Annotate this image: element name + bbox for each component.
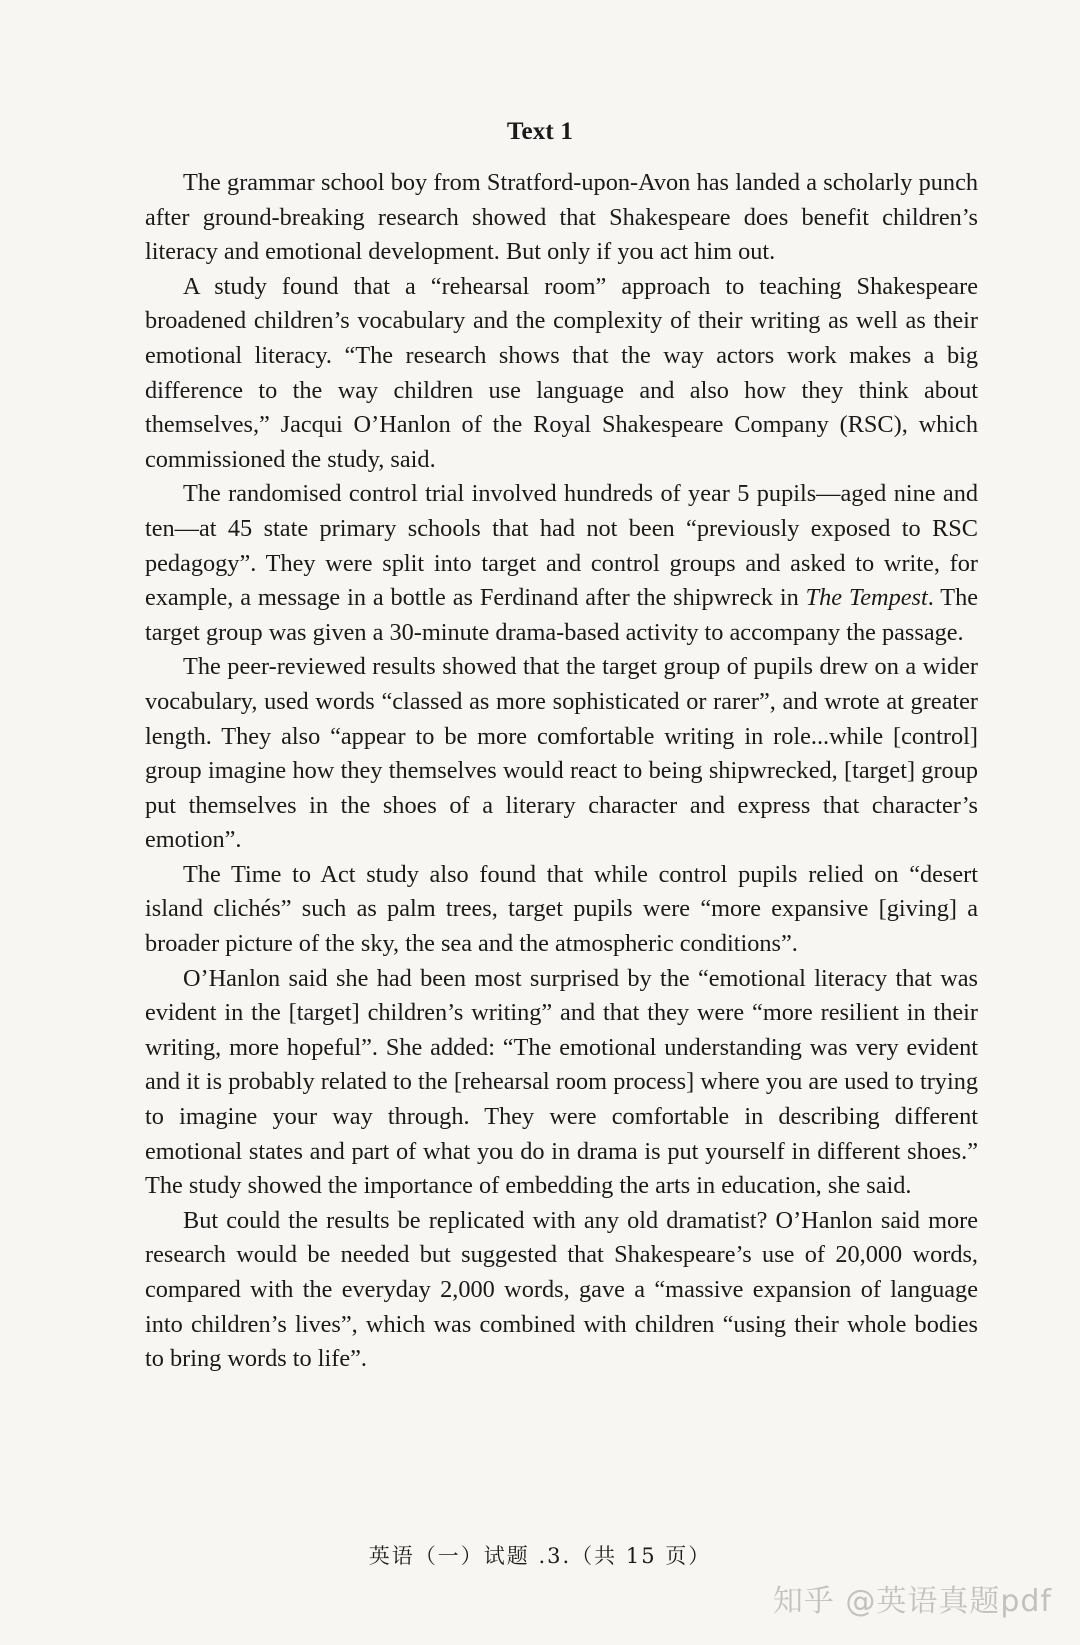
paragraph-3-text-start: The randomised control trial involved hundreds of year 5 pupils—aged nine and ten—at 45 state primary schools that had not been “previously exposed to RSC pedagogy”. They were split into target and control groups and asked to write, for example, a message in a bottle as Ferdinand after the shipwreck in bbox=[145, 480, 978, 612]
paragraph-1 bbox=[145, 166, 978, 270]
paragraph-5 bbox=[145, 858, 978, 962]
paragraph-6 bbox=[145, 962, 978, 1204]
paragraph-3 bbox=[145, 477, 978, 650]
passage-body bbox=[145, 166, 978, 1377]
watermark: 知乎 @英语真题pdf bbox=[772, 1584, 1052, 1619]
paragraph-3-text-end: . The target group was given a 30-minute drama-based activity to accompany the passage. bbox=[145, 584, 978, 646]
paragraph-7 bbox=[145, 1204, 978, 1377]
paragraph-5-text: The Time to Act study also found that while control pupils relied on “desert island clichés” such as palm trees, target pupils were “more expansive [giving] a broader picture of the sky, the sea and the atmospheric conditions”. bbox=[145, 860, 978, 958]
paragraph-6-text: O’Hanlon said she had been most surprised by the “emotional literacy that was evident in the [target] children’s writing” and that they were “more resilient in their writing, more hopeful”. She added: “The emotional understanding was very evident and it is probably related to the [rehearsal room process] where you are used to trying to imagine your way through. They were comfortable in describing different emotional states and part of what you do in drama is put yourself in different shoes.” The study showed the importance of embedding the arts in education, she said. bbox=[145, 964, 978, 1200]
paragraph-4-text: The peer-reviewed results showed that the target group of pupils drew on a wider vocabulary, used words “classed as more sophisticated or rarer”, and wrote at greater length. They also “appear to be more comfortable writing in role...while [control] group imagine how they themselves would react to being shipwrecked, [target] group put themselves in the shoes of a literary character and express that character’s emotion”. bbox=[145, 653, 978, 854]
play-title-italic: The Tempest bbox=[805, 584, 928, 612]
paragraph-1-text: The grammar school boy from Stratford-upon-Avon has landed a scholarly punch after ground-breaking research showed that Shakespeare does benefit children’s literacy and emotional development. But only if you act him out. bbox=[145, 169, 978, 266]
paragraph-2 bbox=[145, 270, 978, 478]
paragraph-4 bbox=[145, 650, 978, 858]
paragraph-7-text: But could the results be replicated with any old dramatist? O’Hanlon said more research would be needed but suggested that Shakespeare’s use of 20,000 words, compared with the everyday 2,000 words, gave a “massive expansion of language into children’s lives”, which was combined with children “using their whole bodies to bring words to life”. bbox=[145, 1206, 978, 1373]
page-footer: 英语（一）试题 .3.（共 15 页） bbox=[368, 1544, 712, 1568]
paragraph-2-text: A study found that a “rehearsal room” approach to teaching Shakespeare broadened children’s vocabulary and the complexity of their writing as well as their emotional literacy. “The research shows that the way actors work makes a big difference to the way children use language and also how they think about themselves,” Jacqui O’Hanlon of the Royal Shakespeare Company (RSC), which commissioned the study, said. bbox=[145, 272, 978, 473]
passage-title: Text 1 bbox=[506, 118, 574, 145]
